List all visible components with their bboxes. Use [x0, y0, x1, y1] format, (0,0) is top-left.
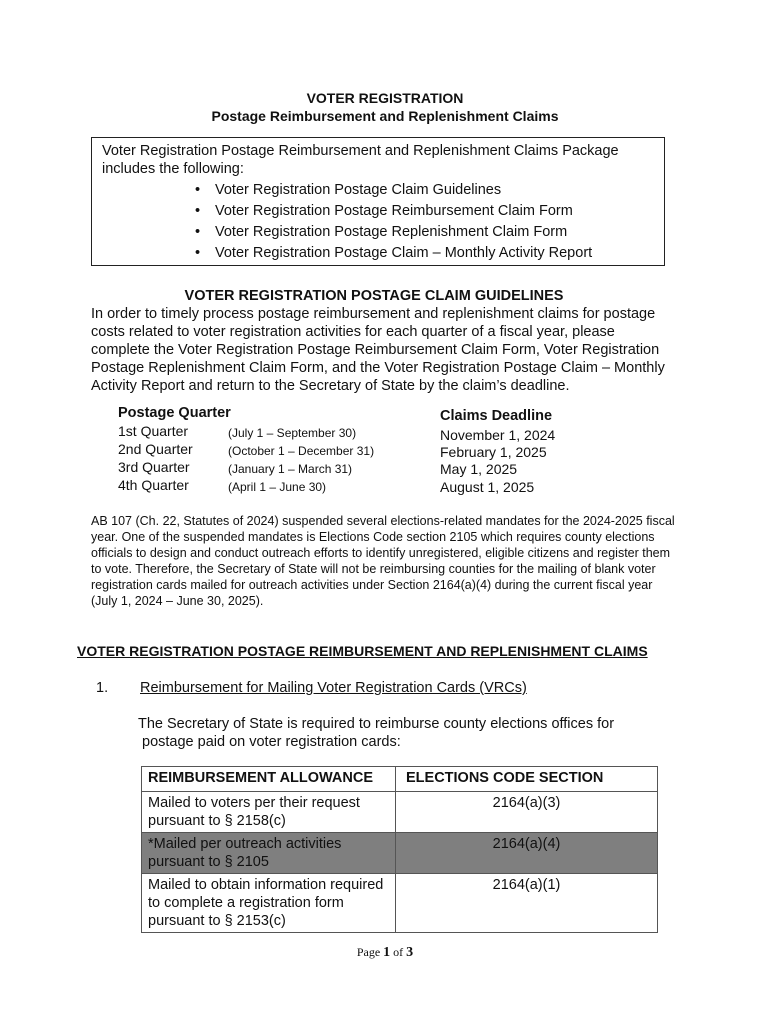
quarter-name: 2nd Quarter: [118, 441, 193, 457]
quarter-range: (October 1 – December 31): [228, 444, 375, 458]
item-paragraph-line: postage paid on voter registration cards:: [142, 734, 401, 750]
guidelines-heading: VOTER REGISTRATION POSTAGE CLAIM GUIDELINES: [184, 288, 564, 304]
quarter-range: (January 1 – March 31): [228, 462, 353, 476]
page-footer: [0, 945, 770, 961]
allowance-cell: *Mailed per outreach activities pursuant to § 2105: [142, 833, 396, 874]
quarter-deadline: August 1, 2025: [440, 479, 535, 495]
quarter-name: 3rd Quarter: [118, 459, 190, 475]
table-header-row: [142, 767, 658, 792]
section-cell: 2164(a)(4): [396, 833, 658, 874]
page-total: 3: [406, 945, 414, 960]
list-item: • Voter Registration Postage Claim – Monthly Activity Report: [215, 243, 654, 264]
table-row: [142, 792, 658, 833]
of-word: of: [393, 945, 404, 959]
claims-section-heading: VOTER REGISTRATION POSTAGE REIMBURSEMENT AND REPLENISHMENT CLAIMS: [77, 643, 648, 659]
table-header-cell: ELECTIONS CODE SECTION: [396, 767, 658, 792]
guidelines-paragraph: In order to timely process postage reimbursement and replenishment claims for postage costs related to voter registration activities for each quarter of a fiscal year, please complete the Voter Registration Postage Reimbursement Claim Form, Voter Registration Postage Replenishment Claim Form, and the Voter Registration Postage Claim – Monthly Activity Report and return to the Secretary of State by the claim’s deadline.: [91, 306, 665, 394]
allowance-cell: Mailed to voters per their request pursuant to § 2158(c): [142, 792, 396, 833]
item-title: Reimbursement for Mailing Voter Registration Cards (VRCs): [140, 680, 527, 696]
deadline-column-header: Claims Deadline: [440, 408, 553, 424]
package-contents-box: [91, 137, 665, 266]
allowance-cell: Mailed to obtain information required to complete a registration form pursuant to § 2153(c): [142, 874, 396, 933]
section-cell: 2164(a)(1): [396, 874, 658, 933]
section-cell: 2164(a)(3): [396, 792, 658, 833]
table-row: [142, 833, 658, 874]
ab107-notice: AB 107 (Ch. 22, Statutes of 2024) suspended several elections-related mandates for the 2024-2025 fiscal year. One of the suspended mandates is Elections Code section 2105 which requires county elections officials to design and conduct outreach efforts to identify unregistered, eligible citizens and register them to vote. Therefore, the Secretary of State will not be reimbursing counties for the mailing of blank voter registration cards mailed for outreach activities under Section 2164(a)(4) during the current fiscal year (July 1, 2024 – June 30, 2025).: [91, 514, 675, 608]
item-paragraph: [138, 715, 658, 751]
table-row: [142, 874, 658, 933]
list-item: • Voter Registration Postage Reimbursement Claim Form: [215, 201, 654, 222]
quarter-deadline: May 1, 2025: [440, 461, 518, 477]
table-header-cell: REIMBURSEMENT ALLOWANCE: [142, 767, 396, 792]
quarter-range: (July 1 – September 30): [228, 426, 357, 440]
list-item: • Voter Registration Postage Replenishment Claim Form: [215, 222, 654, 243]
quarter-deadline: November 1, 2024: [440, 427, 556, 443]
item-number: 1.: [96, 680, 109, 696]
list-item: • Voter Registration Postage Claim Guidelines: [215, 180, 654, 201]
document-subtitle: Postage Reimbursement and Replenishment Claims: [211, 108, 559, 124]
quarter-name: 1st Quarter: [118, 423, 189, 439]
quarter-deadline: February 1, 2025: [440, 444, 547, 460]
page-number: 1: [383, 945, 391, 960]
item-paragraph-line: The Secretary of State is required to reimburse county elections offices for: [138, 716, 615, 732]
quarter-column-header: Postage Quarter: [118, 405, 231, 421]
page-word: Page: [356, 945, 381, 959]
package-intro: Voter Registration Postage Reimbursement and Replenishment Claims Package includes the following:: [102, 143, 619, 177]
package-item-list: [102, 180, 654, 264]
document-title: VOTER REGISTRATION: [306, 90, 464, 106]
quarter-range: (April 1 – June 30): [228, 480, 327, 494]
quarter-name: 4th Quarter: [118, 477, 189, 493]
reimbursement-table: [141, 766, 658, 933]
